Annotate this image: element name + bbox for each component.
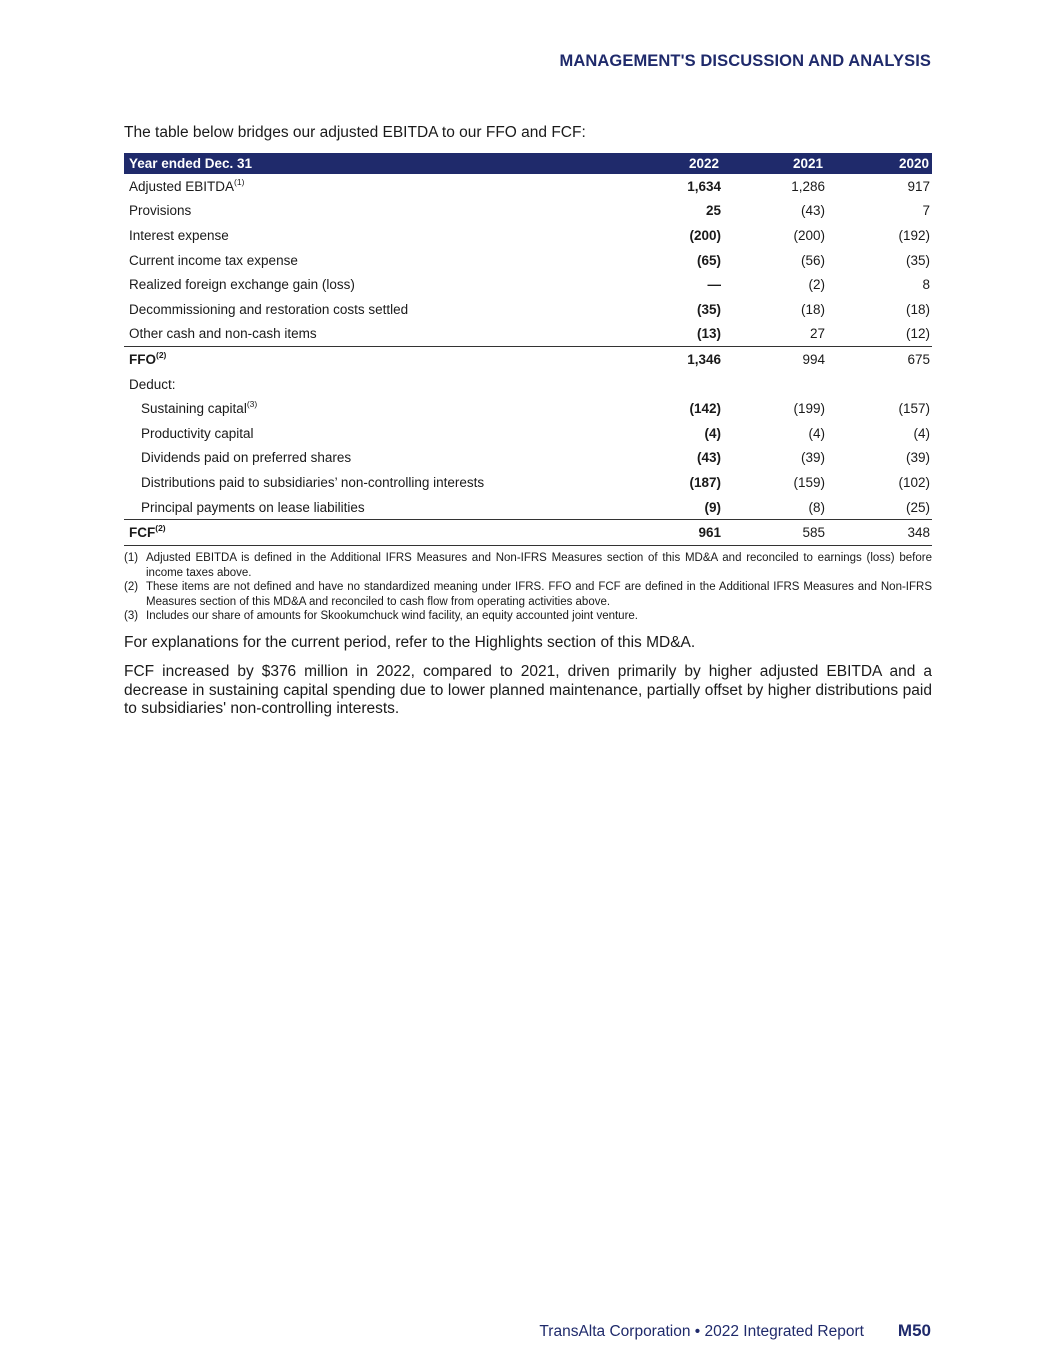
value-2021: (39) — [800, 450, 825, 466]
value-2020: 675 — [829, 347, 932, 372]
table-row — [124, 446, 932, 471]
value-2021: 1,286 — [791, 178, 825, 194]
value-2022: (43) — [696, 450, 721, 466]
row-label: FCF$^{(2)}$ — [124, 520, 624, 546]
value-2020: (192) — [898, 227, 930, 243]
page-footer — [539, 1321, 931, 1341]
publication-title: TransAlta Corporation • 2022 Integrated Report — [539, 1323, 864, 1340]
value-2021: (8) — [808, 499, 825, 515]
column-header-2022: 2022 — [624, 153, 727, 174]
row-label: Interest expense — [129, 227, 229, 243]
table-row — [124, 272, 932, 297]
value-2022: (187) — [689, 474, 721, 490]
footnote-ref: (3) — [246, 399, 258, 410]
value-2022: (9) — [704, 499, 721, 515]
footnote-ref: (1) — [234, 176, 245, 187]
value-2020: (4) — [913, 425, 930, 441]
footnote-number: (2) — [124, 581, 139, 593]
value-2020: 7 — [922, 203, 930, 219]
value-2020: (18) — [905, 301, 930, 317]
value-2021: (56) — [800, 252, 825, 268]
row-label: Dividends paid on preferred shares — [141, 450, 352, 466]
value-2021: (18) — [800, 301, 825, 317]
value-2020: 917 — [907, 178, 930, 194]
intro-text: The table below bridges our adjusted EBITDA to our FFO and FCF: — [124, 124, 586, 141]
value-2021: (159) — [793, 474, 825, 490]
body-paragraph: FCF increased by $376 million in 2022, compared to 2021, driven primarily by higher adjusted EBITDA and a decrease in sustaining capital spending due to lower planned maintenance, partially offset by higher distributions paid to subsidiaries' non-controlling interests. — [124, 663, 932, 717]
row-label: Distributions paid to subsidiaries’ non-controlling interests — [141, 474, 485, 490]
value-2020: (157) — [898, 401, 930, 417]
value-2022: (35) — [696, 301, 721, 317]
value-2022: (200) — [689, 227, 721, 243]
footnote-text: Includes our share of amounts for Skookumchuck wind facility, an equity accounted joint venture. — [146, 610, 638, 622]
value-2022: — — [707, 277, 721, 293]
value-2022: (65) — [696, 252, 721, 268]
fcf-total-row — [124, 520, 932, 546]
table-row — [124, 322, 932, 347]
table-row — [124, 174, 932, 199]
table-row — [124, 199, 932, 224]
row-label: Productivity capital — [141, 425, 254, 441]
footnote-number: (3) — [124, 610, 139, 622]
column-header-2020: 2020 — [829, 153, 932, 174]
row-label: Other cash and non-cash items — [129, 326, 317, 342]
table-row — [124, 470, 932, 495]
value-2020: (39) — [905, 450, 930, 466]
value-2021: 27 — [809, 326, 825, 342]
ffo-fcf-reconciliation-table — [124, 153, 932, 546]
row-label: FFO$^{(2)}$ — [124, 347, 624, 372]
ffo-subtotal-row — [124, 347, 932, 372]
row-label: Sustaining capital$^{(3)}$ — [141, 399, 258, 417]
value-2022: 961 — [624, 520, 727, 546]
value-2021: 585 — [727, 520, 829, 546]
value-2020: (12) — [905, 326, 930, 342]
value-2021: (2) — [808, 277, 825, 293]
section-header: MANAGEMENT'S DISCUSSION AND ANALYSIS — [559, 52, 931, 70]
footnote-text: These items are not defined and have no standardized meaning under IFRS. FFO and FCF are defined in the Additional IFRS Measures and Non-IFRS Measures section of this MD&A and reconciled to cash flow from operating activities above. — [146, 581, 932, 608]
table-header-row — [124, 153, 932, 174]
footnote — [124, 580, 932, 609]
table-row — [124, 372, 932, 397]
row-label: Deduct: — [129, 376, 176, 392]
value-2022: (4) — [704, 425, 721, 441]
value-2021: (200) — [793, 227, 825, 243]
table-row — [124, 297, 932, 322]
value-2020: (102) — [898, 474, 930, 490]
page-number: M50 — [897, 1321, 931, 1340]
value-2020: 8 — [922, 277, 930, 293]
table-row — [124, 396, 932, 421]
value-2021: (199) — [793, 401, 825, 417]
row-label: Decommissioning and restoration costs settled — [129, 301, 409, 317]
value-2022: 1,346 — [624, 347, 727, 372]
column-header-label: Year ended Dec. 31 — [124, 153, 624, 174]
value-2022: 25 — [705, 203, 721, 219]
value-2021: (43) — [800, 203, 825, 219]
row-label: Provisions — [129, 203, 192, 219]
footnote-text: Adjusted EBITDA is defined in the Additional IFRS Measures and Non-IFRS Measures section of this MD&A and reconciled to earnings (loss) before income taxes above. — [146, 552, 932, 579]
value-2020: 348 — [829, 520, 932, 546]
value-2021: (4) — [808, 425, 825, 441]
footnote-number: (1) — [124, 552, 139, 564]
value-2021: 994 — [727, 347, 829, 372]
row-label: Principal payments on lease liabilities — [141, 499, 365, 515]
body-paragraph: For explanations for the current period, refer to the Highlights section of this MD&A. — [124, 634, 696, 651]
row-label: Current income tax expense — [129, 252, 298, 268]
footnote — [124, 551, 932, 580]
row-label: Realized foreign exchange gain (loss) — [129, 277, 355, 293]
row-label: Adjusted EBITDA$^{(1)}$ — [129, 176, 245, 194]
value-2022: (142) — [689, 401, 721, 417]
footnote-ref: (2) — [155, 523, 166, 534]
table-row — [124, 223, 932, 248]
table-row — [124, 421, 932, 446]
table-row — [124, 248, 932, 273]
footnote — [124, 609, 932, 624]
value-2022: (13) — [696, 326, 721, 342]
value-2020: (35) — [905, 252, 930, 268]
column-header-2021: 2021 — [727, 153, 829, 174]
table-row — [124, 495, 932, 520]
value-2020: (25) — [905, 499, 930, 515]
value-2022: 1,634 — [687, 178, 721, 194]
footnote-ref: (2) — [156, 349, 167, 360]
footnotes — [124, 551, 932, 624]
